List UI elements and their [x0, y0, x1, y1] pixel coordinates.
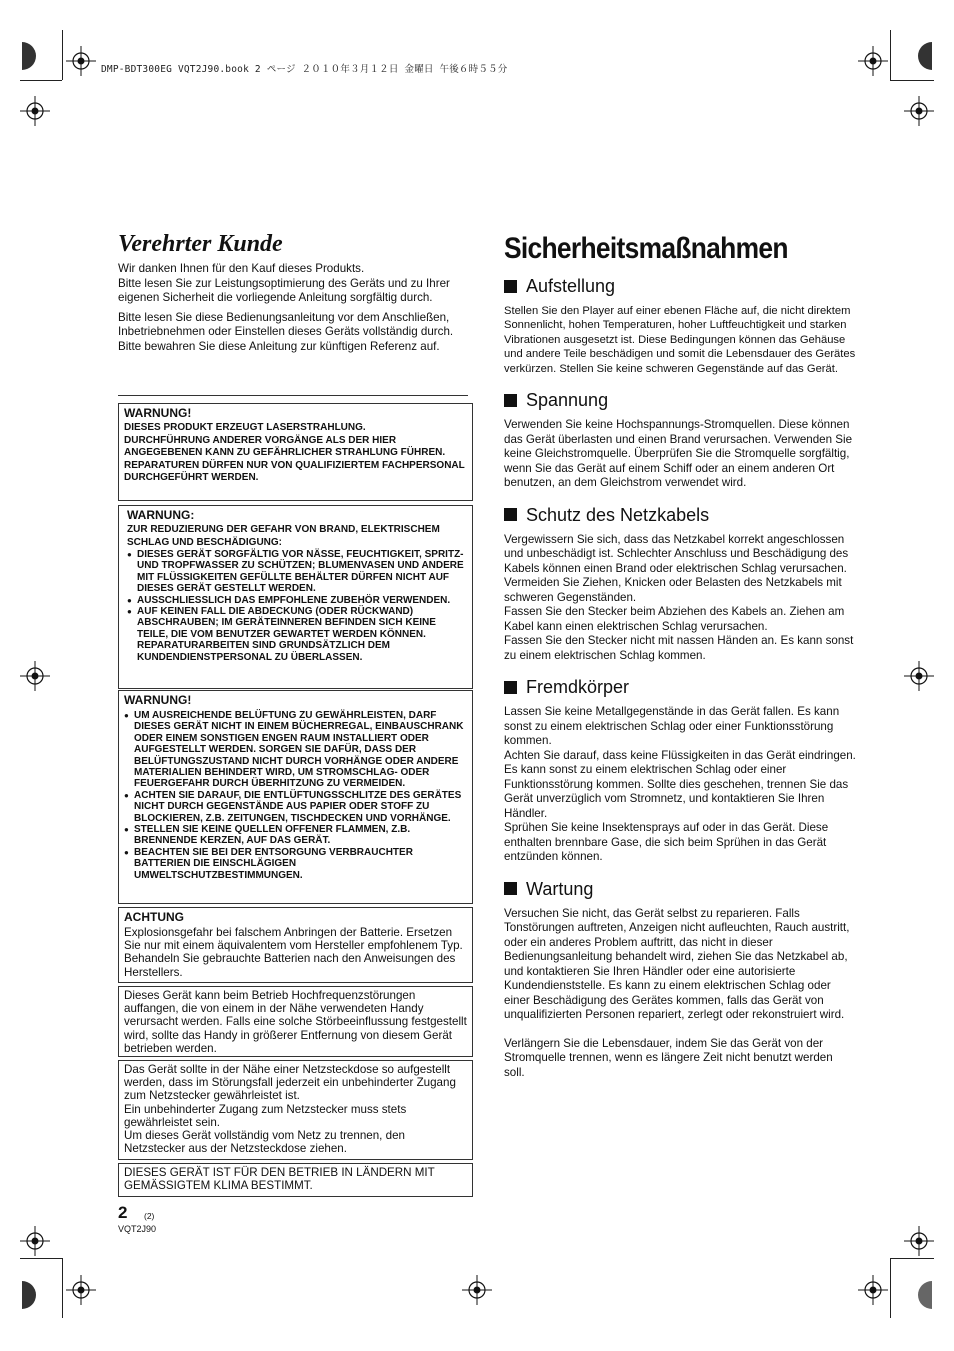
intro-text	[118, 262, 472, 355]
square-bullet-icon	[504, 508, 517, 521]
section-heading	[504, 275, 856, 297]
intro-paragraph: Bitte lesen Sie diese Bedienungsanleitung vor dem Anschließen, Inbetriebnehmen oder Einstellen dieses Geräts vollständig durch. Bitte bewahren Sie diese Anleitung zur künftigen Referenz auf.	[118, 310, 454, 353]
registration-crosshair-icon	[904, 96, 934, 126]
warning-heading: WARNUNG!	[124, 693, 192, 707]
intro-paragraph: Wir danken Ihnen für den Kauf dieses Produkts. Bitte lesen Sie zur Leistungsoptimierung des Geräts und zu Ihrer eigenen Sicherheit die vorliegende Anleitung sorgfältig durch.	[118, 262, 450, 305]
registration-crosshair-icon	[20, 96, 50, 126]
warning-line: DIESES PRODUKT ERZEUGT LASERSTRAHLUNG.	[124, 422, 366, 433]
crop-line	[890, 1258, 934, 1259]
section-aufstellung	[504, 275, 856, 376]
caution-text: Explosionsgefahr bei falschem Anbringen der Batterie. Ersetzen Sie nur mit einem äquivalentem vom Hersteller empfohlenem Typ. Behandeln Sie gebrauchte Batterien nach den Anweisungen des Herstellers.	[124, 926, 463, 979]
battery-caution-box	[118, 907, 473, 983]
divider	[118, 395, 468, 396]
color-bar-icon	[918, 1281, 932, 1309]
crop-line	[890, 30, 891, 80]
laser-warning-box	[118, 403, 473, 501]
crop-line	[890, 1258, 891, 1318]
section-extra: Verlängern Sie die Lebensdauer, indem Sie das Gerät von der Stromquelle trennen, wenn es längere Zeit nicht benutzt werden soll.	[504, 1036, 833, 1079]
registration-crosshair-icon	[904, 661, 934, 691]
section-heading	[504, 676, 856, 698]
crop-line	[20, 1258, 62, 1259]
crop-line	[890, 80, 934, 81]
section-body: Lassen Sie keine Metallgegenstände in das Gerät fallen. Es kann sonst zu einem elektrischen Schlag oder einer Funktionsstörung kommen. Achten Sie darauf, dass keine Flüssigkeiten in das Gerät eindringen. Es kann sonst zu einem elektrischen Schlag oder einer Funktionsstörung kommen. Sollte dies geschehen, trennen Sie das Gerät unverzüglich vom Stromnetz, und kontaktieren Sie Ihren Händler. Sprühen Sie keine Insektensprays auf oder in das Gerät. Diese enthalten brennbare Gase, die sich beim Sprühen in das Gerät entzünden können.	[504, 705, 856, 864]
section-body: Stellen Sie den Player auf einer ebenen Fläche auf, die nicht direktem Sonnenlicht, hohen Temperaturen, hoher Luftfeuchtigkeit und starken Vibrationen ausgesetzt ist. Diese Bedingungen können das Gehäuse und andere Teile beschädigen und somit die Lebensdauer des Gerätes verkürzen. Stellen Sie keine schweren Gegenstände auf das Gerät.	[504, 305, 856, 375]
crop-line	[20, 80, 62, 81]
color-bar-icon	[22, 42, 36, 70]
page-number-sub: (2)	[144, 1211, 155, 1221]
note-text: Das Gerät sollte in der Nähe einer Netzsteckdose so aufgestellt werden, dass im Störungsfall jederzeit ein unbehinderter Zugang zum Netzstecker gewährleistet ist. Ein unbehinderter Zugang zum Netzstecker muss stets gewährleistet sein. Um dieses Gerät vollständig vom Netz zu trennen, den Netzstecker aus der Netzsteckdose ziehen.	[124, 1063, 456, 1156]
warning-heading: WARNUNG!	[124, 406, 192, 420]
section-heading-label: Fremdkörper	[526, 677, 630, 698]
ventilation-warning-box	[118, 690, 473, 904]
section-heading-label: Spannung	[526, 390, 609, 411]
list-item: ● AUF KEINEN FALL DIE ABDECKUNG (ODER RÜCKWAND) ABSCHRAUBEN; IM GERÄTEINNEREN BEFINDEN SICH KEINE TEILE, DIE VOM BENUTZER GEWARTET WERDEN KÖNNEN. REPARATURARBEITEN SIND GRUNDSÄTZLICH DEM KUNDENDIENSTPERSONAL ZU ÜBERLASSEN.	[127, 606, 467, 663]
section-netzkabel	[504, 504, 856, 664]
caution-heading: ACHTUNG	[124, 910, 184, 924]
document-code: VQT2J90	[118, 1224, 157, 1234]
note-text: Dieses Gerät kann beim Betrieb Hochfrequenzstörungen auffangen, die von einem in der Nähe verwendeten Handy verursacht werden. Falls eine solche Störbeeinflussung festgestellt wird, sollte das Handy in größerer Entfernung von diesem Gerät betrieben werden.	[124, 989, 467, 1055]
page-number: 2	[118, 1203, 128, 1222]
warning-list	[127, 549, 467, 663]
crop-line	[62, 30, 63, 80]
section-body: Verwenden Sie keine Hochspannungs-Stromquellen. Diese können das Gerät überlasten und einen Brand verursachen. Verwenden Sie keine Gleichstromquelle. Überprüfen Sie die Stromquelle sorgfältig, wenn Sie das Gerät auf einem Schiff oder an einem anderen Ort benutzen, an dem Gleichstrom verwendet wird.	[504, 418, 853, 490]
section-heading	[504, 878, 856, 900]
color-bar-icon	[918, 42, 932, 70]
square-bullet-icon	[504, 280, 517, 293]
section-wartung	[504, 878, 856, 1081]
crop-line	[62, 1258, 63, 1318]
section-fremdkoerper	[504, 676, 856, 865]
registration-crosshair-icon	[20, 1226, 50, 1256]
section-body: Versuchen Sie nicht, das Gerät selbst zu reparieren. Falls Tonstörungen auftreten, Anzeigen nicht aufleuchten, Rauch austritt, oder ein anderes Problem auftritt, das nicht in dieser Bedienungsanleitung behandelt wird, ziehen Sie das Netzkabel ab, und kontaktieren Sie Ihren Händler oder eine autorisierte Kundendienststelle. Es kann zu einem elektrischen Schlag oder einer Beschädigung des Gerätes kommen, falls das Gerät von unqualifizierten Personen repariert, zerlegt oder rekonstruiert wird.	[504, 906, 850, 1022]
interference-note-box	[118, 986, 473, 1057]
warning-list	[124, 710, 467, 881]
color-bar-icon	[22, 1281, 36, 1309]
list-item: ● STELLEN SIE KEINE QUELLEN OFFENER FLAMMEN, Z.B. BRENNENDE KERZEN, AUF DAS GERÄT.	[124, 824, 467, 847]
fire-warning-box	[118, 505, 473, 689]
power-plug-note-box	[118, 1060, 473, 1160]
list-item: ● BEACHTEN SIE BEI DER ENTSORGUNG VERBRAUCHTER BATTERIEN DIE EINSCHLÄGIGEN UMWELTSCHUTZBESTIMMUNGEN.	[124, 847, 467, 881]
registration-crosshair-icon	[66, 1275, 96, 1305]
left-column	[118, 230, 472, 360]
climate-note-box	[118, 1163, 473, 1197]
section-body: Vergewissern Sie sich, dass das Netzkabel korrekt angeschlossen und unbeschädigt ist. Schlechter Anschluss und Beschädigung des Kabels können einen Brand oder elektrischen Schlag verursachen. Vermeiden Sie Ziehen, Knicken oder Belasten des Netzkabels mit schweren Gegenständen. Fassen Sie den Stecker beim Abziehen des Kabels an. Ziehen am Kabel kann einen elektrischen Schlag verursachen. Fassen Sie den Stecker nicht mit nassen Händen an. Es kann sonst zu einem elektrischen Schlag kommen.	[504, 532, 854, 662]
note-text: DIESES GERÄT IST FÜR DEN BETRIEB IN LÄNDERN MIT GEMÄSSIGTEM KLIMA BESTIMMT.	[124, 1166, 435, 1193]
square-bullet-icon	[504, 681, 517, 694]
section-heading-label: Wartung	[526, 878, 594, 899]
warning-heading: WARNUNG:	[127, 508, 195, 522]
greeting-title: Verehrter Kunde	[118, 231, 283, 257]
square-bullet-icon	[504, 394, 517, 407]
registration-crosshair-icon	[858, 1275, 888, 1305]
page-title: Sicherheitsmaßnahmen	[504, 232, 788, 265]
registration-crosshair-icon	[858, 46, 888, 76]
warning-line: DURCHFÜHRUNG ANDERER VORGÄNGE ALS DER HIER ANGEGEBENEN KANN ZU GEFÄHRLICHER STRAHLUNG FÜHREN.	[124, 434, 446, 458]
right-column	[504, 231, 856, 1093]
list-item: ● ACHTEN SIE DARAUF, DIE ENTLÜFTUNGSSCHLITZE DES GERÄTES NICHT DURCH GEGENSTÄNDE AUS PAPIER ODER STOFF ZU BLOCKIEREN, Z.B. ZEITUNGEN, TISCHDECKEN UND VORHÄNGE.	[124, 790, 467, 824]
registration-crosshair-icon	[20, 661, 50, 691]
list-item: ● DIESES GERÄT SORGFÄLTIG VOR NÄSSE, FEUCHTIGKEIT, SPRITZ- UND TROPFWASSER ZU SCHÜTZEN; BLUMENVASEN UND ANDERE MIT FLÜSSIGKEITEN GEFÜLLTE BEHÄLTER DÜRFEN NICHT AUF DIESES GERÄT GESTELLT WERDEN.	[127, 549, 467, 595]
section-heading	[504, 504, 856, 526]
square-bullet-icon	[504, 882, 517, 895]
section-heading-label: Aufstellung	[526, 276, 616, 296]
section-heading	[504, 389, 856, 411]
print-header-meta: DMP-BDT300EG VQT2J90.book 2 ページ ２０１０年３月１２日 金曜日 午後６時５５分	[101, 64, 508, 75]
registration-crosshair-icon	[66, 46, 96, 76]
list-item: ● AUSSCHLIESSLICH DAS EMPFOHLENE ZUBEHÖR VERWENDEN.	[127, 595, 467, 606]
section-heading-label: Schutz des Netzkabels	[526, 504, 710, 525]
warning-line: REPARATUREN DÜRFEN NUR VON QUALIFIZIERTEM FACHPERSONAL DURCHGEFÜHRT WERDEN.	[124, 459, 465, 483]
registration-crosshair-icon	[462, 1275, 492, 1305]
list-item: ● UM AUSREICHENDE BELÜFTUNG ZU GEWÄHRLEISTEN, DARF DIESES GERÄT NICHT IN EINEM BÜCHERREGAL, EINBAUSCHRANK ODER EINEM SONSTIGEN ENGEN RAUM INSTALLIERT ODER AUFGESTELLT WERDEN. SORGEN SIE DAFÜR, DASS DER BELÜFTUNGSZUSTAND NICHT DURCH VORHÄNGE ODER ANDERE MATERIALIEN BEHINDERT WIRD, UM STROMSCHLAG- ODER FEUERGEFAHR DURCH ÜBERHITZUNG ZU VERMEIDEN.	[124, 710, 467, 790]
registration-crosshair-icon	[904, 1226, 934, 1256]
section-spannung	[504, 389, 856, 491]
warning-intro: ZUR REDUZIERUNG DER GEFAHR VON BRAND, ELEKTRISCHEM SCHLAG UND BESCHÄDIGUNG:	[127, 524, 440, 548]
